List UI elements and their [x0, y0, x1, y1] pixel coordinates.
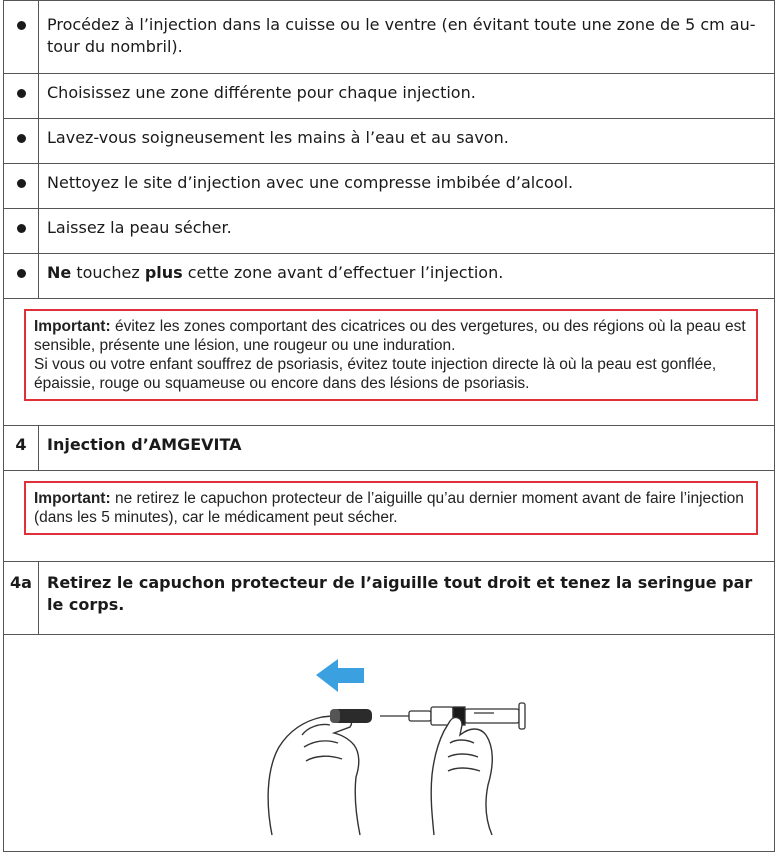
note-text: ne retirez le capuchon protecteur de l’aiguille qu’au dernier moment avant de faire l’injection (dans les 5 minutes), car le médicament peut sécher. — [34, 490, 744, 526]
instruction-table — [3, 0, 775, 852]
right-hand-icon — [431, 718, 492, 835]
step-row — [4, 426, 775, 471]
bullet-icon — [17, 21, 26, 30]
bullet-row — [4, 209, 775, 254]
note-text: évitez les zones comportant des cicatrices ou des vergetures, ou des régions où la peau est sensible, présente une lésion, une rougeur ou une induration. — [34, 318, 746, 354]
bullet-icon — [17, 89, 26, 98]
instruction-document — [3, 0, 775, 852]
step-title: Retirez le capuchon protecteur de l’aiguille tout droit et tenez la seringue par le corps. — [47, 573, 753, 614]
bullet-row — [4, 254, 775, 299]
bullet-text: Lavez-vous soigneusement les mains à l’eau et au savon. — [47, 128, 509, 147]
bullet-row — [4, 74, 775, 119]
step-row — [4, 562, 775, 635]
illustration-row — [4, 635, 775, 852]
step-number: 4a — [10, 573, 32, 592]
bullet-text: Nettoyez le site d’injection avec une compresse imbibée d’alcool. — [47, 173, 574, 192]
bullet-icon — [17, 179, 26, 188]
bullet-text: Procédez à l’injection dans la cuisse ou le ventre (en évitant toute une zone de 5 cm autour du nombril). — [47, 15, 756, 56]
bullet-row — [4, 119, 775, 164]
left-arrow-icon — [316, 659, 364, 692]
bullet-text: Laissez la peau sécher. — [47, 218, 232, 237]
note-text: Si vous ou votre enfant souffrez de psoriasis, évitez toute injection directe là où la peau est gonflée, épaissie, rouge ou squameuse ou encore dans des lésions de psoriasis. — [34, 356, 717, 392]
bold-ne: Ne — [47, 263, 72, 282]
important-note-cap — [24, 481, 758, 535]
note-row — [4, 471, 775, 562]
left-hand-icon — [268, 715, 360, 835]
step-number: 4 — [15, 435, 27, 454]
syringe-cap-removal-illustration — [4, 635, 774, 845]
needle-cap-icon — [330, 709, 372, 723]
bullet-icon — [17, 134, 26, 143]
bullet-icon — [17, 224, 26, 233]
bullet-row — [4, 164, 775, 209]
important-label: Important: — [34, 318, 111, 335]
important-label: Important: — [34, 490, 111, 507]
important-note-psoriasis — [24, 309, 758, 401]
bullet-text: Choisissez une zone différente pour chaque injection. — [47, 83, 476, 102]
bullet-row — [4, 1, 775, 74]
bullet-icon — [17, 269, 26, 278]
bold-plus: plus — [144, 263, 183, 282]
step-title: Injection d’AMGEVITA — [47, 435, 242, 454]
bullet-text: Ne touchez plus cette zone avant d’effectuer l’injection. — [47, 263, 504, 282]
note-row — [4, 299, 775, 426]
